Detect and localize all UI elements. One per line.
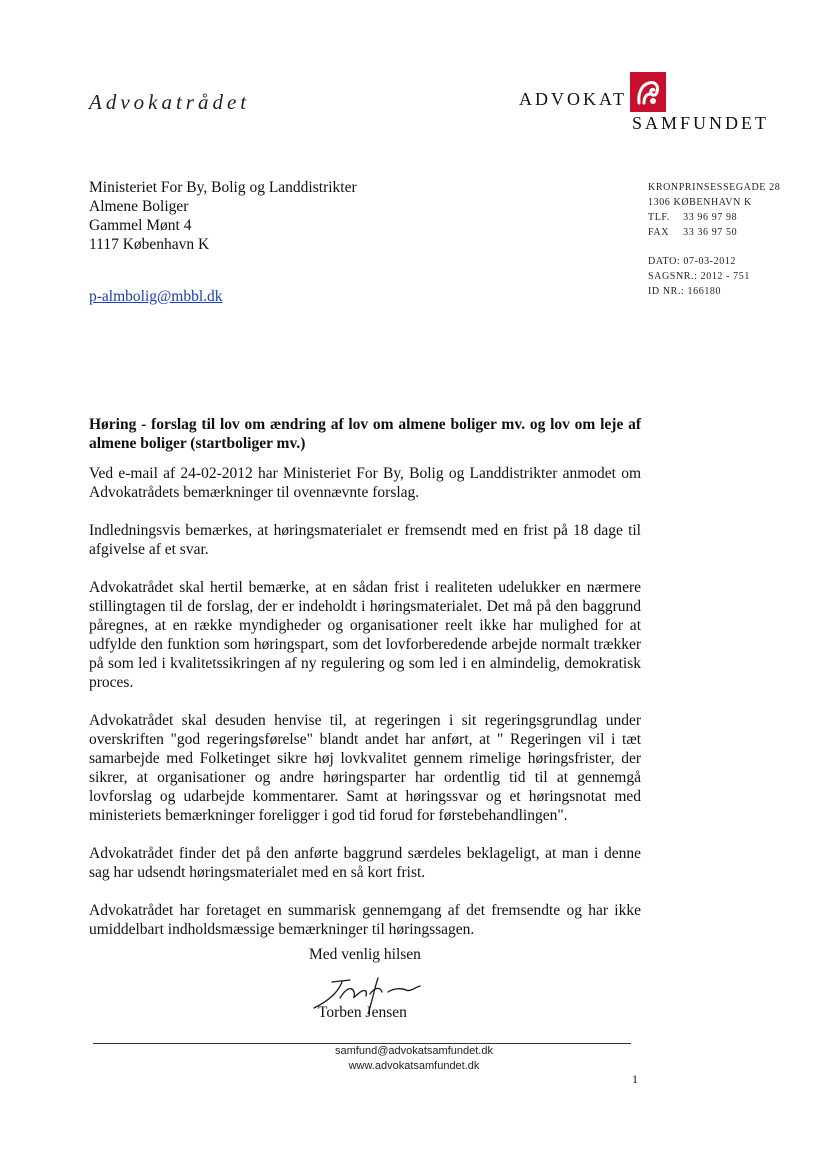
recipient-line: Ministeriet For By, Bolig og Landdistrikter — [89, 179, 357, 196]
phone-label: TLF. — [648, 212, 670, 223]
advokatsamfundet-logo-icon — [630, 72, 666, 112]
letter-subject: Høring - forslag til lov om ændring af lov om almene boliger mv. og lov om leje af almene boliger (startboliger mv.) — [89, 416, 641, 452]
sender-phone — [648, 210, 780, 225]
footer-website[interactable]: www.advokatsamfundet.dk — [348, 1060, 480, 1072]
brand-logo-block — [519, 72, 779, 134]
body-paragraph: Advokatrådet skal desuden henvise til, at regeringen i sit regeringsgrundlag under overskriften "god regeringsførelse" blandt andet har anført, at " Regeringen vil i tæt samarbejde med Folketinget sikre høj lovkvalitet gennem rimelige høringsfrister, der sikrer, at organisationer og andre høringsparter har ordentlig tid til at gennemgå lovforslag og udarbejde kommentarer. Samt at høringssvar og et høringsnotat med ministeriets bemærkninger foreligger i god tid forud for førstebehandlingen". — [89, 712, 641, 824]
sender-fax — [648, 225, 780, 240]
footer-email[interactable]: samfund@advokatsamfundet.dk — [335, 1045, 493, 1057]
phone-number: 33 96 97 98 — [683, 212, 738, 223]
letterhead-title: Advokatrådet — [89, 90, 251, 114]
recipient-line: Gammel Mønt 4 — [89, 217, 192, 234]
brand-name-top: ADVOKAT — [519, 89, 627, 109]
brand-name-bottom: SAMFUNDET — [632, 113, 770, 133]
recipient-line: 1117 København K — [89, 236, 210, 253]
fax-number: 33 36 97 50 — [683, 227, 738, 238]
body-paragraph: Ved e-mail af 24-02-2012 har Ministeriet For By, Bolig og Landdistrikter anmodet om Advokatrådets bemærkninger til ovennævnte forslag. — [89, 465, 641, 501]
letter-date: DATO: 07-03-2012 — [648, 256, 737, 267]
recipient-address — [89, 178, 357, 254]
case-number: SAGSNR.: 2012 - 751 — [648, 271, 750, 282]
footer-divider — [93, 1043, 631, 1044]
sender-address-line: 1306 KØBENHAVN K — [648, 197, 752, 208]
fax-label: FAX — [648, 227, 670, 238]
id-number: ID NR.: 166180 — [648, 286, 722, 297]
recipient-line: Almene Boliger — [89, 198, 189, 215]
closing-greeting: Med venlig hilsen — [309, 946, 421, 963]
body-paragraph: Advokatrådet skal hertil bemærke, at en sådan frist i realiteten udelukker en nærmere stillingtagen til de forslag, der er indeholdt i høringsmaterialet. Det må på den baggrund påregnes, at en række myndigheder og organisationer reelt ikke har mulighed for at udfylde den funktion som høringspart, som det lovforberedende arbejde normalt trækker på som led i kvalitetssikringen af ny regulering og som led i en almindelig, demokratisk proces. — [89, 579, 641, 691]
signer-name: Torben Jensen — [318, 1004, 407, 1021]
page-number: 1 — [632, 1072, 638, 1086]
body-paragraph: Indledningsvis bemærkes, at høringsmaterialet er fremsendt med en frist på 18 dage til afgivelse af et svar. — [89, 522, 641, 558]
sender-info — [648, 180, 780, 299]
sender-address-line: KRONPRINSESSEGADE 28 — [648, 182, 781, 193]
letter-body — [89, 415, 641, 958]
body-paragraph: Advokatrådet har foretaget en summarisk gennemgang af det fremsendte og har ikke umiddelbart indholdsmæssige bemærkninger til høringssagen. — [89, 902, 641, 938]
body-paragraph: Advokatrådet finder det på den anførte baggrund særdeles beklageligt, at man i denne sag har udsendt høringsmaterialet med en så kort frist. — [89, 845, 641, 881]
recipient-email-link[interactable]: p-almbolig@mbbl.dk — [89, 288, 223, 305]
